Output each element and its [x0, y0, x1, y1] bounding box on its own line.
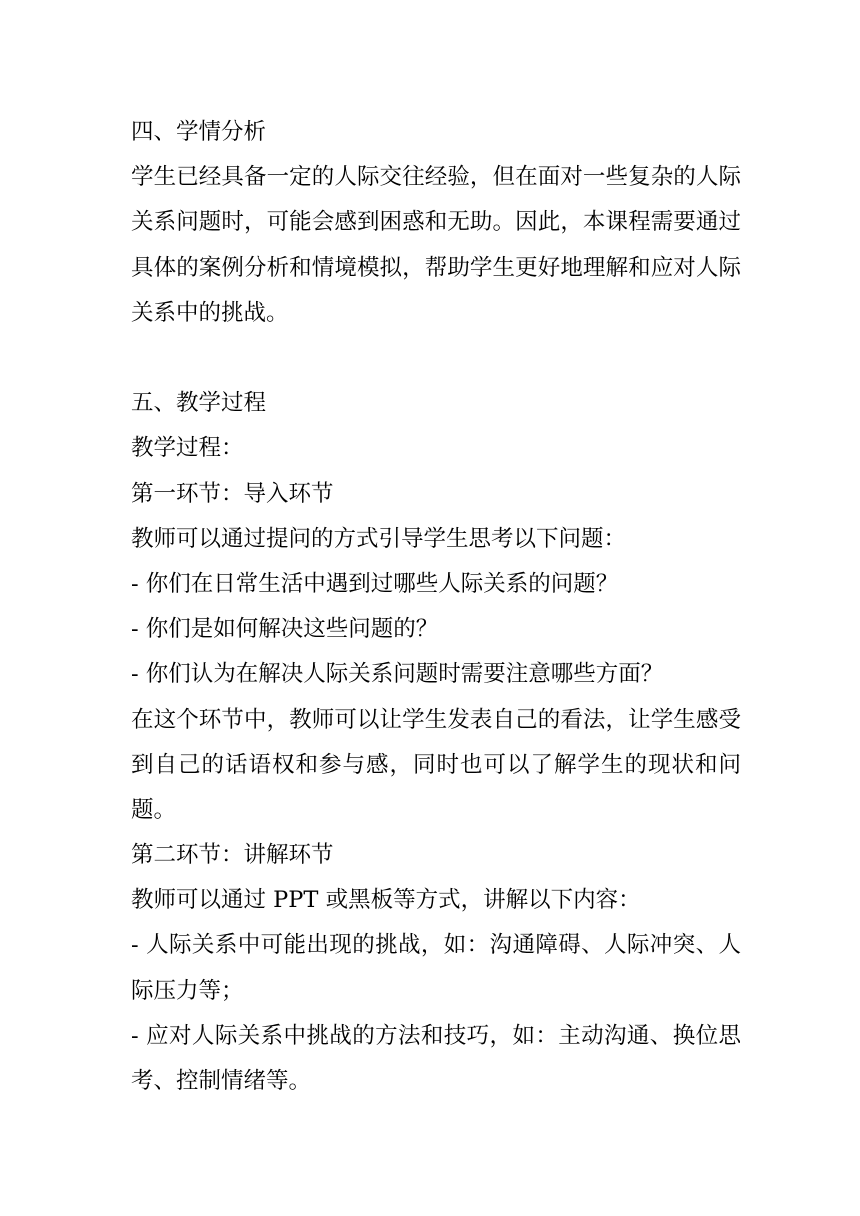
- step2-title: 第二环节：讲解环节: [131, 842, 334, 869]
- teaching-process-intro: 教学过程：: [131, 435, 244, 462]
- step1-question: - 你们是如何解决这些问题的？: [131, 616, 439, 643]
- section-heading-learner-analysis: 四、学情分析: [131, 119, 267, 145]
- step1-question: - 你们认为在解决人际关系问题时需要注意哪些方面？: [131, 661, 664, 688]
- step1-lead: 教师可以通过提问的方式引导学生思考以下问题：: [131, 525, 627, 552]
- document-content: [131, 110, 741, 1104]
- step2-point: - 应对人际关系中挑战的方法和技巧，如：主动沟通、换位思考、控制情绪等。: [131, 1022, 741, 1095]
- section-heading-teaching-process: 五、教学过程: [131, 390, 267, 417]
- step1-summary-paragraph: 在这个环节中，教师可以让学生发表自己的看法，让学生感受到自己的话语权和参与感，同时也可以了解学生的现状和问题。: [131, 706, 741, 823]
- blank-line: [131, 336, 741, 381]
- learner-analysis-paragraph: 学生已经具备一定的人际交往经验，但在面对一些复杂的人际关系问题时，可能会感到困惑和无助。因此，本课程需要通过具体的案例分析和情境模拟，帮助学生更好地理解和应对人际关系中的挑战。: [131, 164, 741, 326]
- step1-title: 第一环节：导入环节: [131, 480, 334, 507]
- step2-lead: 教师可以通过 PPT 或黑板等方式，讲解以下内容：: [131, 887, 641, 914]
- step1-question: - 你们在日常生活中遇到过哪些人际关系的问题？: [131, 570, 619, 597]
- step2-point: - 人际关系中可能出现的挑战，如：沟通障碍、人际冲突、人际压力等；: [131, 932, 741, 1004]
